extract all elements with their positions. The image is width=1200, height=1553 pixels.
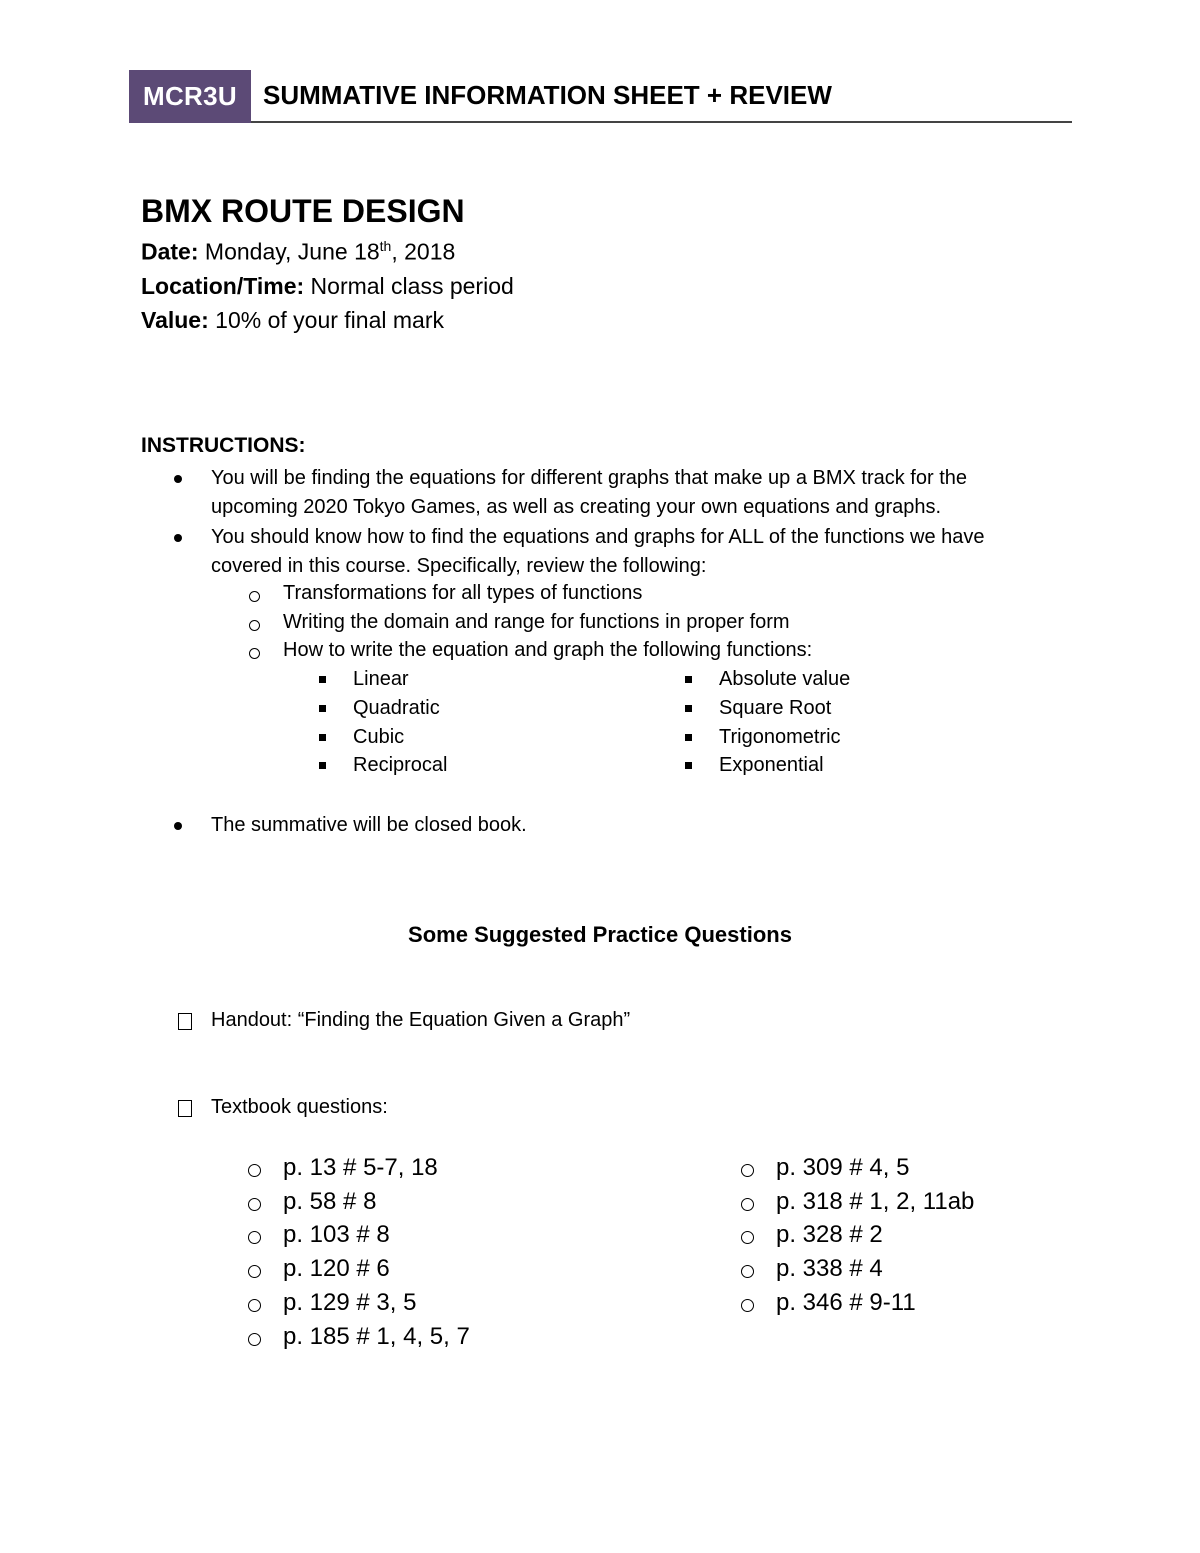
date-value-sup: th (379, 238, 392, 254)
value-value: 10% of your final mark (215, 307, 444, 333)
bullet-2-line-1: You should know how to find the equations and graphs for ALL of the functions we have (211, 526, 985, 548)
function-item: Absolute value (719, 668, 851, 690)
function-item: Quadratic (353, 697, 440, 719)
sub-item: Writing the domain and range for functions in proper form (283, 611, 790, 633)
bullet-1-text (211, 464, 1071, 522)
location-label: Location/Time: (141, 273, 305, 299)
date-label: Date: (141, 238, 199, 265)
bullet-dot (174, 475, 182, 483)
square-bullet (319, 705, 326, 712)
question-circle (248, 1265, 261, 1278)
sub-item: How to write the equation and graph the following functions: (283, 639, 813, 661)
value-line (141, 307, 444, 334)
question-circle (741, 1164, 754, 1177)
question-item: p. 318 # 1, 2, 11ab (776, 1188, 975, 1215)
question-circle (741, 1231, 754, 1244)
question-item: p. 103 # 8 (283, 1221, 390, 1248)
square-bullet (685, 705, 692, 712)
course-code-badge: MCR3U (129, 70, 251, 122)
question-circle (741, 1198, 754, 1211)
bullet-3-text: The summative will be closed book. (211, 814, 527, 836)
bullet-2-text (211, 523, 1071, 581)
header-title: SUMMATIVE INFORMATION SHEET + REVIEW (263, 80, 832, 110)
bullet-1-line-2: upcoming 2020 Tokyo Games, as well as creating your own equations and graphs. (211, 496, 942, 518)
bullet-1-line-1: You will be finding the equations for different graphs that make up a BMX track for the (211, 467, 968, 489)
question-circle (741, 1299, 754, 1312)
header-rule-right (251, 121, 1072, 123)
function-item: Linear (353, 668, 409, 690)
instructions-heading: INSTRUCTIONS: (141, 434, 306, 457)
checkbox-icon[interactable] (178, 1100, 192, 1117)
question-item: p. 328 # 2 (776, 1221, 883, 1248)
bullet-dot (174, 534, 182, 542)
question-item: p. 346 # 9-11 (776, 1289, 916, 1316)
question-item: p. 338 # 4 (776, 1255, 883, 1282)
document-title: BMX ROUTE DESIGN (141, 193, 465, 229)
square-bullet (685, 762, 692, 769)
question-circle (248, 1231, 261, 1244)
square-bullet (319, 762, 326, 769)
location-line (141, 273, 514, 300)
function-item: Square Root (719, 697, 832, 719)
practice-heading: Some Suggested Practice Questions (408, 922, 792, 947)
question-item: p. 58 # 8 (283, 1188, 377, 1215)
square-bullet (685, 734, 692, 741)
checkbox-icon[interactable] (178, 1013, 192, 1030)
square-bullet (319, 676, 326, 683)
sub-bullet-circle (249, 591, 260, 602)
date-line (141, 238, 455, 266)
question-item: p. 129 # 3, 5 (283, 1289, 417, 1316)
question-item: p. 309 # 4, 5 (776, 1154, 910, 1181)
question-item: p. 185 # 1, 4, 5, 7 (283, 1323, 470, 1350)
square-bullet (685, 676, 692, 683)
question-circle (741, 1265, 754, 1278)
date-value-suffix: , 2018 (391, 238, 456, 265)
question-circle (248, 1164, 261, 1177)
sub-bullet-circle (249, 620, 260, 631)
bullet-2-line-2: covered in this course. Specifically, review the following: (211, 555, 707, 577)
sub-bullet-circle (249, 648, 260, 659)
value-label: Value: (141, 307, 209, 333)
function-item: Exponential (719, 754, 824, 776)
question-circle (248, 1333, 261, 1346)
question-circle (248, 1198, 261, 1211)
question-item: p. 120 # 6 (283, 1255, 390, 1282)
question-circle (248, 1299, 261, 1312)
square-bullet (319, 734, 326, 741)
function-item: Trigonometric (719, 726, 841, 748)
location-value: Normal class period (310, 273, 514, 299)
date-value-prefix: Monday, June 18 (204, 238, 380, 265)
handout-item: Handout: “Finding the Equation Given a Graph” (211, 1009, 631, 1031)
sub-item: Transformations for all types of functions (283, 582, 643, 604)
textbook-item: Textbook questions: (211, 1096, 388, 1118)
question-item: p. 13 # 5-7, 18 (283, 1154, 438, 1181)
function-item: Reciprocal (353, 754, 448, 776)
function-item: Cubic (353, 726, 405, 748)
bullet-dot (174, 822, 182, 830)
